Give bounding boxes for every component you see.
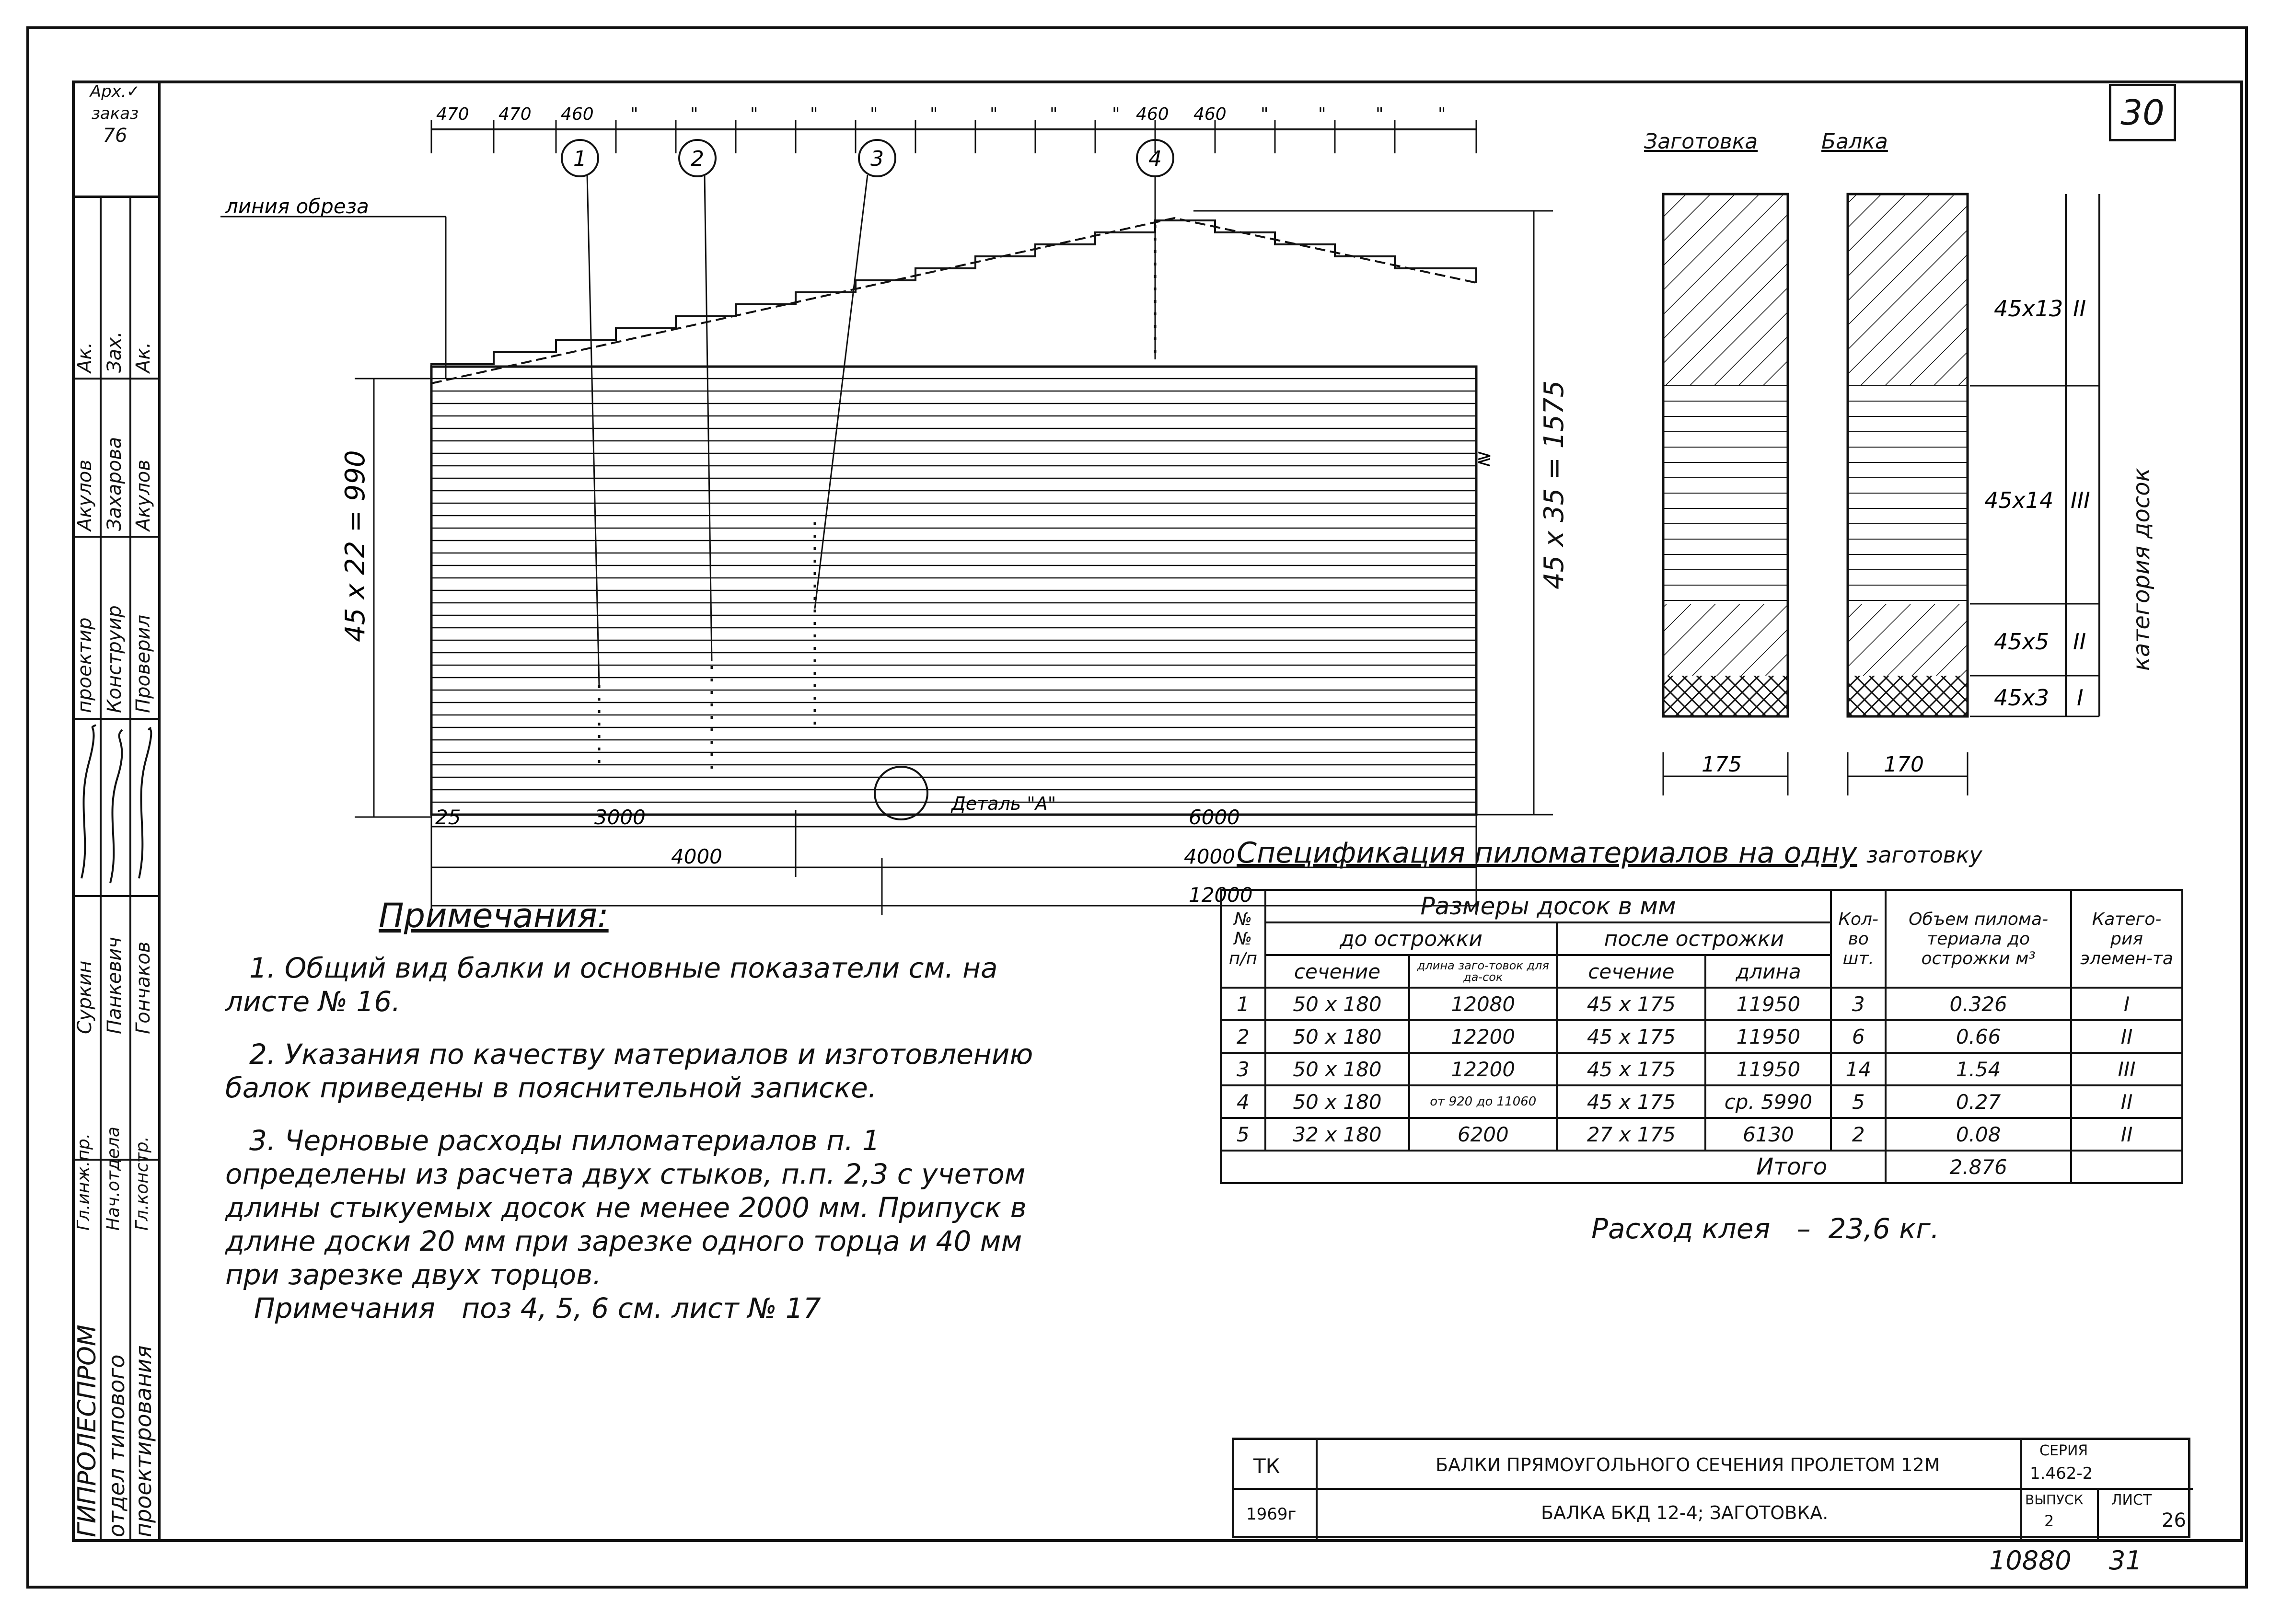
spec-total-value: 2.876	[1886, 1151, 2071, 1183]
strip-row-line	[72, 536, 158, 538]
spec-cell: I	[2071, 988, 2182, 1020]
layer-cat: II	[2073, 296, 2086, 322]
bottom-number: 10880	[1989, 1545, 2072, 1576]
spec-cell: 0.08	[1886, 1118, 2071, 1151]
note-1: 1. Общий вид балки и основные показатели см. на листе № 16.	[225, 952, 998, 1018]
top-dim: "	[1112, 104, 1120, 124]
tb-year: 1969г	[1246, 1505, 1297, 1524]
spec-header-category: Катего-рия элемен-та	[2071, 890, 2182, 988]
spec-cell: 0.27	[1886, 1085, 2071, 1118]
spec-header-qty: Кол-во шт.	[1831, 890, 1886, 988]
strip-role: Нач.отдела	[104, 1127, 123, 1231]
org-name: ГИПРОЛЕСПРОМ	[73, 1325, 102, 1537]
tb-sheet-label: ЛИСТ	[2111, 1492, 2152, 1509]
top-dim: "	[1050, 104, 1058, 124]
blank-label: Заготовка	[1644, 129, 1758, 154]
strip-row-line	[72, 718, 158, 720]
top-dim: 470	[498, 104, 532, 124]
spec-cell: 0.66	[1886, 1020, 2071, 1053]
glue-consumption: Расход клея – 23,6 кг.	[1591, 1212, 1940, 1245]
tb-sheet-value: 26	[2162, 1509, 2186, 1532]
category-label: категория досок	[2128, 468, 2155, 671]
spec-cell: 0.326	[1886, 988, 2071, 1020]
layer-label: 45x13	[1994, 296, 2063, 322]
strip-name: Акулов	[132, 460, 154, 531]
spec-cell: 27 x 175	[1557, 1118, 1705, 1151]
tb-issue-label: ВЫПУСК	[2025, 1492, 2084, 1508]
callout-1: 1	[573, 147, 587, 171]
spec-cell: 1	[1221, 988, 1265, 1020]
tb-tk: ТК	[1253, 1454, 1280, 1478]
beam-width: 170	[1884, 752, 1924, 777]
strip-name: Суркин	[74, 960, 96, 1034]
top-dim: "	[990, 104, 998, 124]
spec-cell: 6200	[1409, 1118, 1557, 1151]
top-dim: 470	[436, 104, 469, 124]
tb-line	[1234, 1488, 2193, 1490]
spec-cell: 5	[1221, 1118, 1265, 1151]
beam-label: Балка	[1821, 129, 1888, 154]
spec-header-volume: Объем пилома-териала до острожки м³	[1886, 890, 2071, 988]
signature-initial: Ак.	[74, 342, 96, 373]
detail-a-label: Деталь "А"	[951, 793, 1056, 814]
signature-initial: Ак.	[132, 342, 154, 373]
top-dim: "	[750, 104, 758, 124]
spec-cell: 50 x 180	[1265, 1053, 1409, 1085]
spec-cell: 6	[1831, 1020, 1886, 1053]
spec-cell: 45 x 175	[1557, 988, 1705, 1020]
strip-role: Конструир	[104, 605, 126, 713]
spec-row	[1221, 1053, 2182, 1085]
bottom-dim: 4000	[1184, 845, 1235, 868]
note-2: 2. Указания по качеству материалов и изготовлению балок приведены в пояснительной записке.	[225, 1038, 1033, 1104]
callout-4: 4	[1148, 147, 1162, 171]
spec-cell: III	[2071, 1053, 2182, 1085]
spec-cell: 2	[1221, 1020, 1265, 1053]
strip-name: Акулов	[74, 460, 96, 531]
bottom-dim: 4000	[671, 845, 722, 868]
strip-border-right	[158, 81, 161, 1542]
strip-name: Гончаков	[132, 941, 154, 1034]
order-number: 76	[103, 125, 127, 147]
spec-cell: ср. 5990	[1705, 1085, 1831, 1118]
spec-cell: 12200	[1409, 1020, 1557, 1053]
top-dim: "	[930, 104, 938, 124]
callout-2: 2	[691, 147, 704, 171]
bottom-dim: 3000	[594, 806, 646, 829]
spec-cell: от 920 до 11060	[1409, 1085, 1557, 1118]
top-dim: "	[870, 104, 878, 124]
tb-title1: БАЛКИ ПРЯМОУГОЛЬНОГО СЕЧЕНИЯ ПРОЛЕТОМ 12М	[1436, 1454, 1940, 1475]
note-extra: Примечания поз 4, 5, 6 см. лист № 17	[254, 1292, 821, 1325]
tb-series-value: 1.462-2	[2030, 1464, 2093, 1483]
note-3: 3. Черновые расходы пиломатериалов п. 1 определены из расчета двух стыков, п.п. 2,3 с учетом длины стыкуемых досок не менее 2000 мм. Припуск в длине доски 20 мм при зарезке одного торца и 40 мм при зарезке двух торцов.	[225, 1124, 1027, 1291]
left-height-dim: 45 x 22 = 990	[340, 450, 371, 642]
spec-cell: 14	[1831, 1053, 1886, 1085]
spec-row	[1221, 1085, 2182, 1118]
layer-cat: II	[2073, 629, 2086, 655]
spec-cell: 50 x 180	[1265, 1085, 1409, 1118]
org-dept: отдел типового	[104, 1354, 129, 1537]
sheet-number: 30	[2120, 92, 2165, 133]
top-dim: "	[690, 104, 698, 124]
spec-cell: 3	[1221, 1053, 1265, 1085]
sheet-number-box	[2109, 84, 2176, 141]
top-dim: 460	[561, 104, 594, 124]
spec-row	[1221, 1118, 2182, 1151]
beam-elevation	[211, 91, 1505, 907]
layer-label: 45x3	[1994, 685, 2050, 711]
spec-row	[1221, 1020, 2182, 1053]
title-block	[1232, 1438, 2190, 1538]
tb-line	[2020, 1440, 2022, 1541]
spec-title-tail: заготовку	[1866, 842, 1982, 868]
spec-cell: 32 x 180	[1265, 1118, 1409, 1151]
spec-header-sizes: Размеры досок в мм	[1265, 890, 1831, 922]
bottom-dim: 25	[435, 806, 461, 829]
bottom-page: 31	[2109, 1545, 2142, 1576]
layer-label: 45x5	[1994, 629, 2050, 655]
archive-box	[72, 81, 158, 198]
spec-cell: II	[2071, 1085, 2182, 1118]
spec-row	[1221, 988, 2182, 1020]
top-dim: 460	[1136, 104, 1169, 124]
spec-cell: 3	[1831, 988, 1886, 1020]
order-label: заказ	[91, 104, 139, 123]
spec-header-before: до острожки	[1265, 922, 1557, 955]
spec-cell: 2	[1831, 1118, 1886, 1151]
cut-line-label: линия обреза	[225, 195, 369, 218]
spec-cell: 45 x 175	[1557, 1020, 1705, 1053]
strip-role: Гл.констр.	[132, 1136, 152, 1231]
spec-cell: II	[2071, 1118, 2182, 1151]
left-strip	[72, 81, 163, 1542]
callout-3: 3	[870, 147, 884, 171]
right-height-dim: 45 x 35 = 1575	[1539, 380, 1570, 589]
org-dept2: проектирования	[130, 1345, 156, 1537]
signature-scribbles	[72, 720, 158, 893]
spec-rows	[1221, 988, 2182, 1151]
blank-width: 175	[1702, 752, 1742, 777]
spec-header-section2: сечение	[1557, 955, 1705, 988]
notes-block	[225, 951, 1040, 1325]
spec-cell: 50 x 180	[1265, 988, 1409, 1020]
tb-series-label: СЕРИЯ	[2039, 1442, 2088, 1459]
spec-cell: 11950	[1705, 988, 1831, 1020]
tb-line	[2097, 1488, 2099, 1541]
cross-sections	[1649, 182, 2152, 805]
top-dim: "	[1438, 104, 1446, 124]
top-dim: "	[1376, 104, 1384, 124]
spec-table	[1220, 889, 2183, 1184]
spec-cell: 1.54	[1886, 1053, 2071, 1085]
archive-label: Арх.✓	[90, 82, 140, 101]
spec-total-label: Итого	[1221, 1151, 1886, 1183]
top-dim: "	[1318, 104, 1326, 124]
layer-label: 45x14	[1984, 487, 2054, 513]
spec-cell: 11950	[1705, 1053, 1831, 1085]
layer-cat: I	[2077, 685, 2084, 711]
tb-issue-value: 2	[2044, 1512, 2054, 1530]
spec-title	[1237, 836, 1982, 870]
strip-row-line	[72, 378, 158, 380]
strip-name: Панкевич	[104, 937, 126, 1034]
spec-cell: 11950	[1705, 1020, 1831, 1053]
spec-header-num: №№ п/п	[1221, 890, 1265, 988]
spec-title-main: Спецификация пиломатериалов на одну	[1237, 836, 1857, 870]
top-dim: 460	[1193, 104, 1227, 124]
spec-header-after: после острожки	[1557, 922, 1831, 955]
total-length: 12000	[1189, 883, 1253, 907]
strip-role: проектир	[74, 617, 96, 713]
spec-header-section: сечение	[1265, 955, 1409, 988]
spec-total-empty	[2071, 1151, 2182, 1183]
bottom-dim: 6000	[1189, 806, 1240, 829]
top-dim: "	[630, 104, 638, 124]
break-mark: ≷	[1476, 448, 1493, 470]
spec-cell: 12200	[1409, 1053, 1557, 1085]
spec-cell: 5	[1831, 1085, 1886, 1118]
top-dim: "	[1261, 104, 1269, 124]
detail-a-circle	[875, 767, 927, 819]
tb-line	[1316, 1440, 1318, 1541]
spec-cell: 12080	[1409, 988, 1557, 1020]
spec-header-length-blank: длина заго-товок для да-сок	[1409, 955, 1557, 988]
signature-initial: Зах.	[104, 331, 126, 373]
spec-cell: 50 x 180	[1265, 1020, 1409, 1053]
strip-name: Захарова	[104, 437, 126, 531]
spec-header-length: длина	[1705, 955, 1831, 988]
notes-title: Примечания:	[379, 896, 609, 935]
spec-cell: II	[2071, 1020, 2182, 1053]
spec-cell: 45 x 175	[1557, 1085, 1705, 1118]
spec-cell: 45 x 175	[1557, 1053, 1705, 1085]
strip-row-line	[72, 895, 158, 897]
tb-title2: БАЛКА БКД 12-4; ЗАГОТОВКА.	[1541, 1502, 1829, 1523]
strip-role: Проверил	[132, 614, 154, 713]
spec-cell: 6130	[1705, 1118, 1831, 1151]
strip-role: Гл.инж.пр.	[74, 1133, 93, 1231]
layer-cat: III	[2071, 487, 2090, 513]
spec-cell: 4	[1221, 1085, 1265, 1118]
top-dim: "	[810, 104, 818, 124]
